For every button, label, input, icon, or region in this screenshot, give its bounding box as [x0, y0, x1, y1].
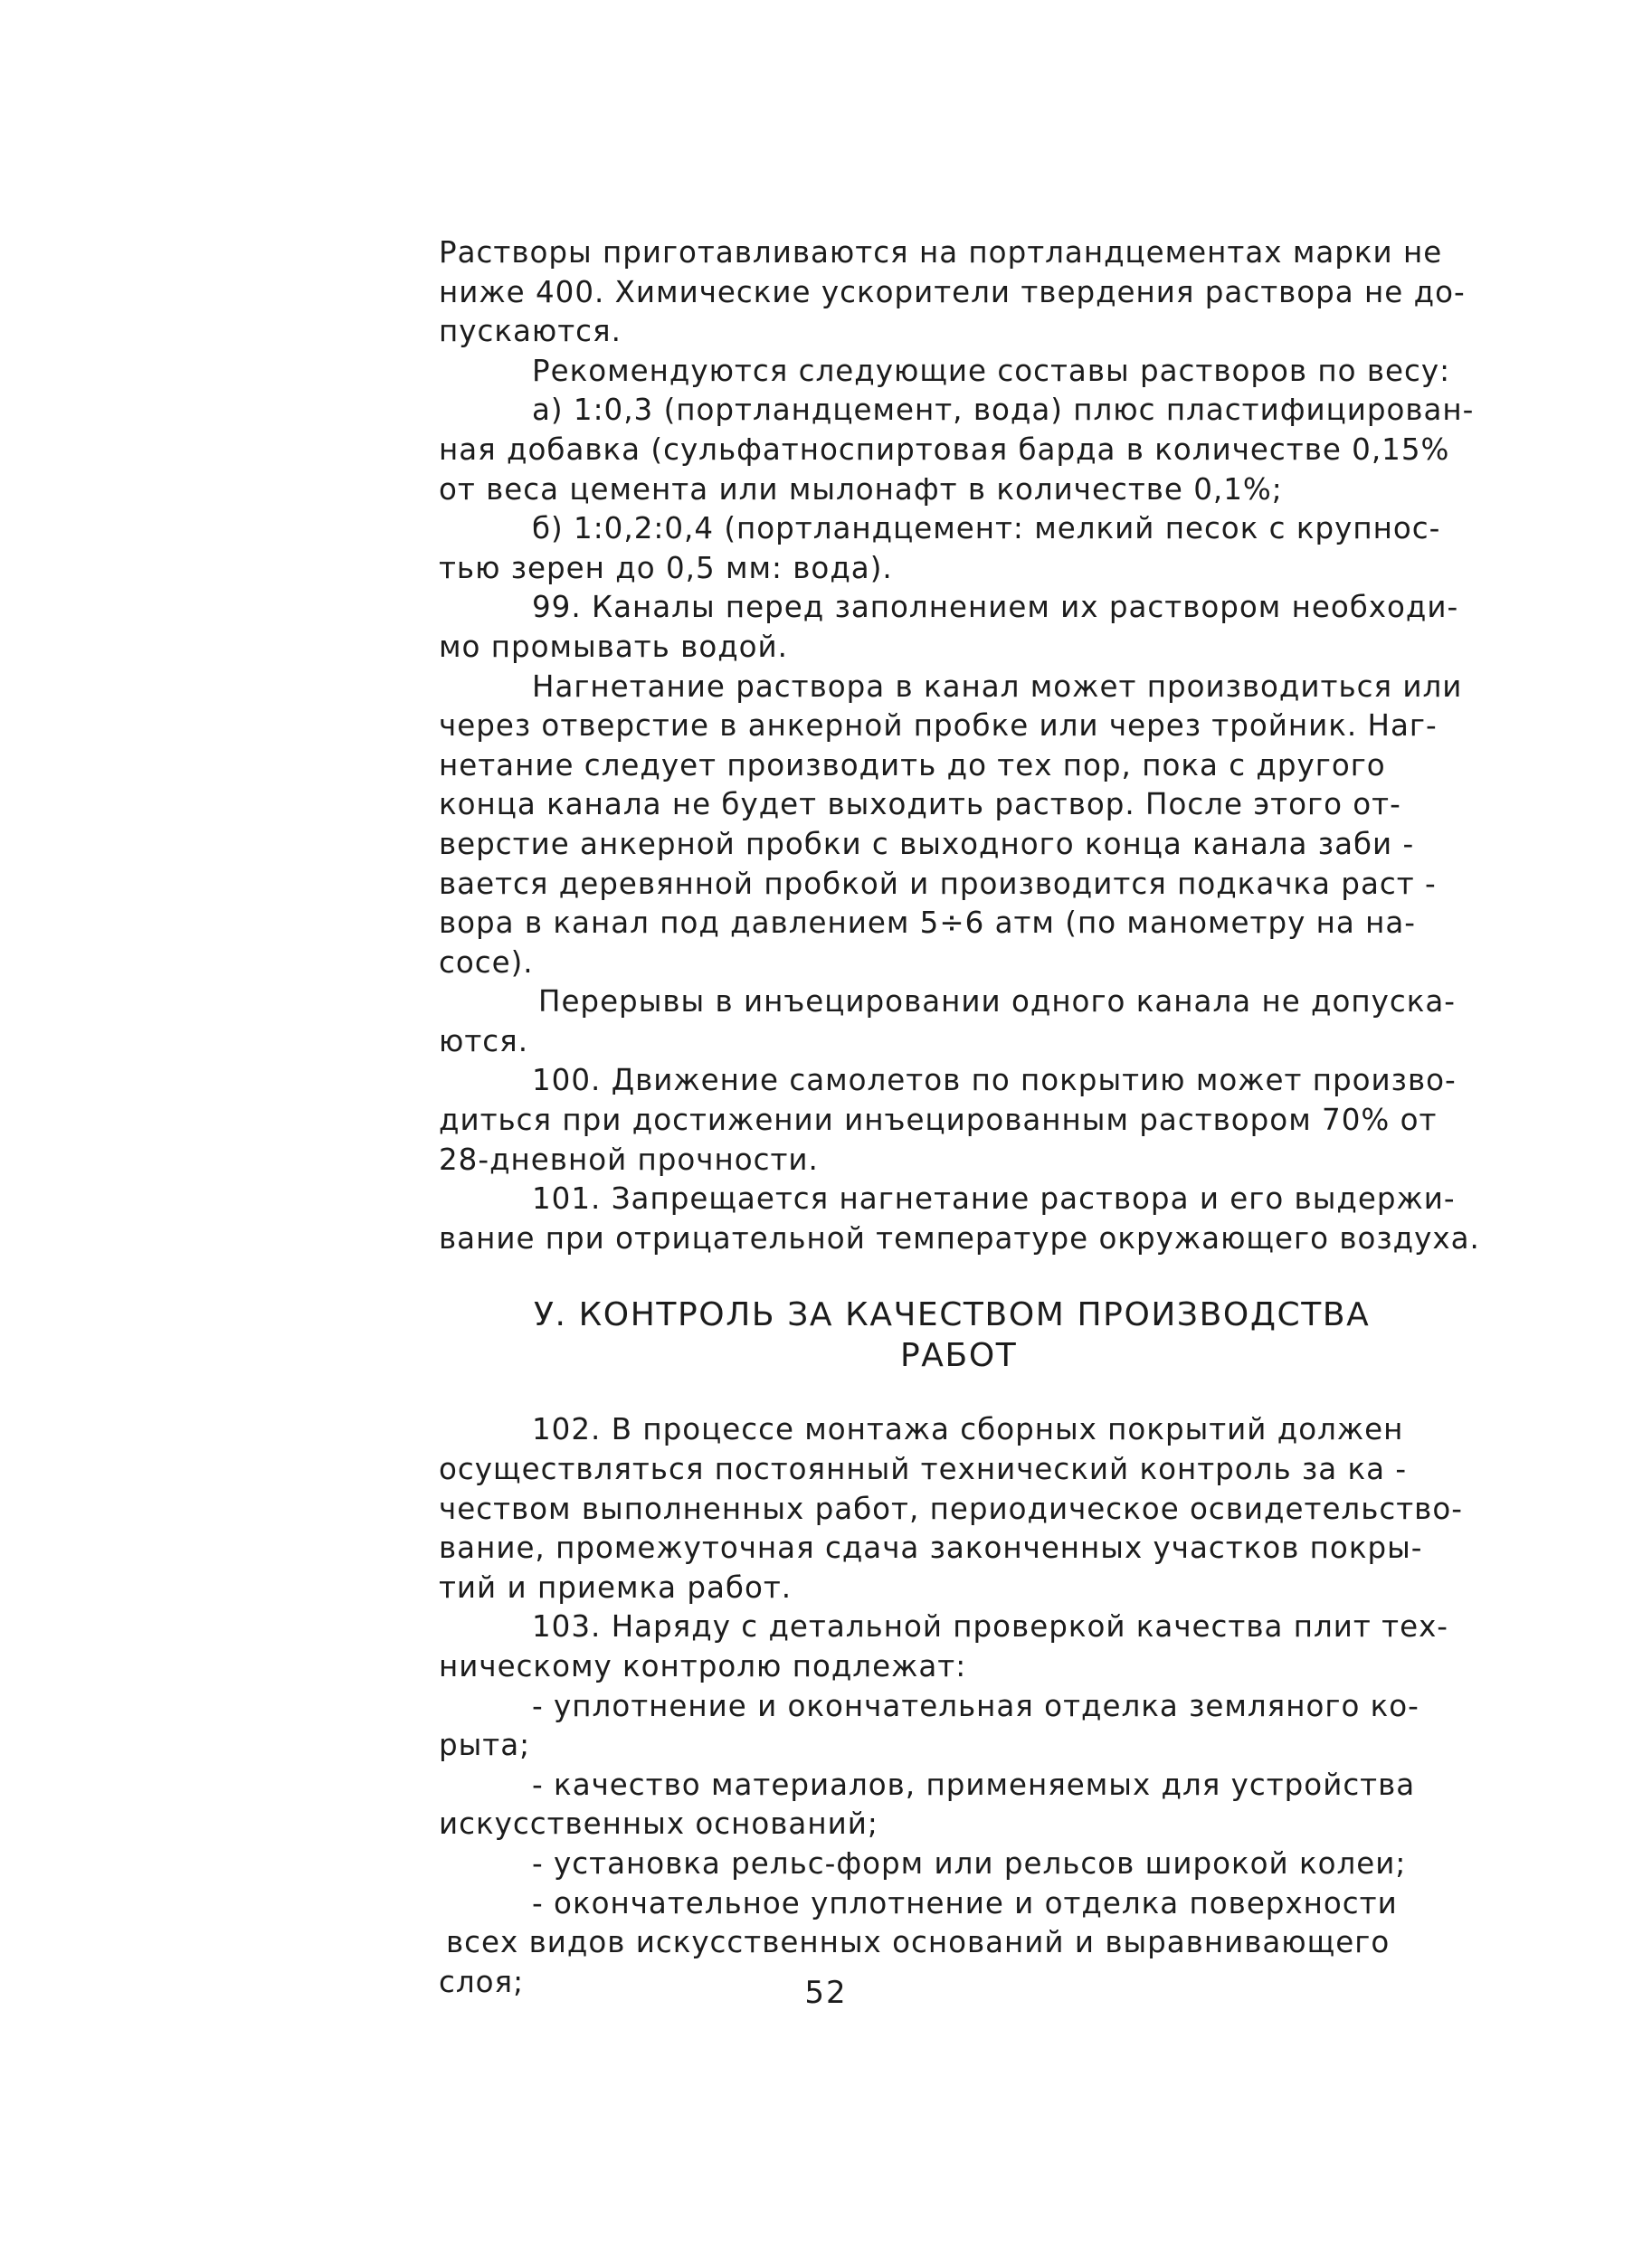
text-line: всех видов искусственных оснований и выравнивающего — [446, 1925, 1391, 1960]
text-line: диться при достижении инъецированным раствором 70% от — [439, 1103, 1438, 1138]
text-line: Перерывы в инъецировании одного канала не допуска- — [538, 984, 1457, 1019]
text-line: ниже 400. Химические ускорители твердения раствора не до- — [439, 274, 1466, 309]
text-line: вора в канал под давлением 5÷6 атм (по манометру на на- — [439, 906, 1417, 941]
text-line: вается деревянной пробкой и производится подкачка раст - — [439, 866, 1437, 901]
page-number: 52 — [804, 1975, 848, 2011]
text-line: мо промывать водой. — [439, 629, 789, 664]
text-line: 101. Запрещается нагнетание раствора и его выдержи- — [532, 1181, 1456, 1217]
text-line: ническому контролю подлежат: — [439, 1649, 967, 1683]
section-heading-continued: РАБОТ — [900, 1337, 1018, 1375]
text-line: сосе). — [439, 944, 534, 980]
text-line: 99. Каналы перед заполнением их раствором необходи- — [532, 590, 1459, 625]
document-body — [439, 233, 1533, 2002]
text-line: нетание следует производить до тех пор, пока с другого — [439, 747, 1386, 782]
text-line: Рекомендуются следующие составы растворов по весу: — [532, 353, 1451, 388]
list-item: - уплотнение и окончательная отделка земляного ко- — [532, 1688, 1419, 1723]
text-line: от веса цемента или мылонафт в количестве 0,1%; — [439, 471, 1283, 507]
text-line: тью зерен до 0,5 мм: вода). — [439, 550, 893, 585]
text-line: рыта; — [439, 1728, 531, 1763]
text-line: 103. Наряду с детальной проверкой качества плит тех- — [532, 1609, 1449, 1645]
text-line: ная добавка (сульфатноспиртовая барда в количестве 0,15% — [439, 431, 1450, 467]
text-line: б) 1:0,2:0,4 (портландцемент: мелкий песок с крупнос- — [532, 511, 1441, 546]
section-heading: У. КОНТРОЛЬ ЗА КАЧЕСТВОМ ПРОИЗВОДСТВА — [534, 1296, 1371, 1334]
text-line: ются. — [439, 1023, 529, 1058]
text-line: конца канала не будет выходить раствор. После этого от- — [439, 787, 1401, 822]
text-line: чеством выполненных работ, периодическое освидетельство- — [439, 1491, 1463, 1526]
list-item: - окончательное уплотнение и отделка поверхности — [532, 1885, 1398, 1920]
text-line: 28-дневной прочности. — [439, 1142, 819, 1177]
text-line: тий и приемка работ. — [439, 1569, 793, 1605]
list-item: - установка рельс-форм или рельсов широкой колеи; — [532, 1845, 1407, 1881]
text-line: Нагнетание раствора в канал может производиться или — [532, 669, 1463, 704]
text-line: а) 1:0,3 (портландцемент, вода) плюс пластифицирован- — [532, 393, 1475, 428]
text-line: через отверстие в анкерной пробке или через тройник. Наг- — [439, 708, 1438, 744]
list-item: - качество материалов, применяемых для устройства — [532, 1767, 1416, 1802]
text-line: верстие анкерной пробки с выходного конца канала заби - — [439, 826, 1415, 861]
text-line: 100. Движение самолетов по покрытию может произво- — [532, 1063, 1457, 1098]
text-line: Растворы приготавливаются на портландцементах марки не — [439, 235, 1443, 270]
text-line: осуществляться постоянный технический контроль за ка - — [439, 1452, 1408, 1487]
text-line: искусственных оснований; — [439, 1807, 878, 1842]
text-line: вание при отрицательной температуре окружающего воздуха. — [439, 1220, 1480, 1256]
text-line: вание, промежуточная сдача законченных участков покры- — [439, 1531, 1423, 1566]
text-line: пускаются. — [439, 314, 622, 349]
text-line: 102. В процессе монтажа сборных покрытий должен — [532, 1412, 1404, 1447]
text-line: слоя; — [439, 1964, 525, 1999]
